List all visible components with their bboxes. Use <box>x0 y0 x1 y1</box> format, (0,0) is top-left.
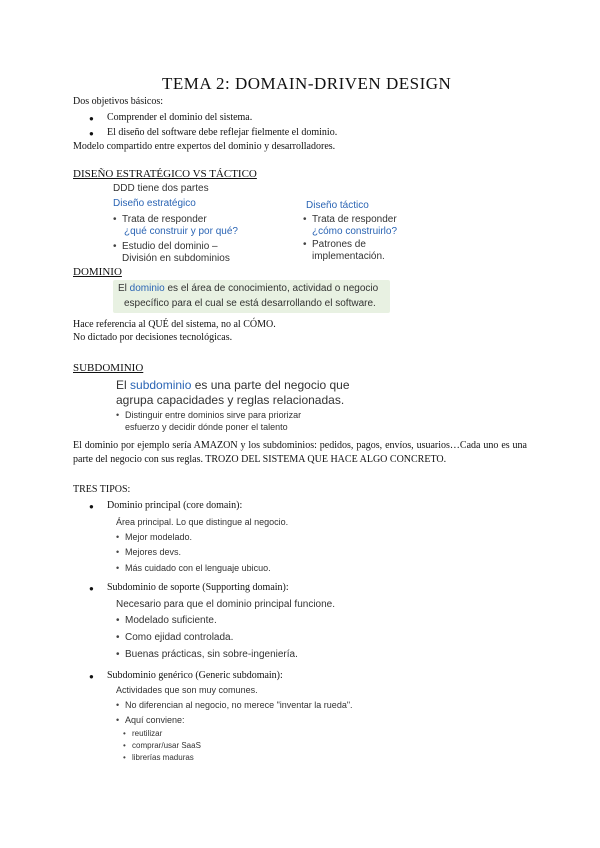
supporting-domain-title: ● Subdominio de soporte (Supporting domain): <box>107 582 289 593</box>
supporting-domain-desc: Necesario para que el dominio principal funcione. <box>116 599 336 610</box>
tactical-bullet-1-line-2: ¿cómo construirlo? <box>312 226 398 237</box>
subdomain-definition-line-2: agrupa capacidades y reglas relacionadas. <box>116 393 345 407</box>
section-heading-subdominio: SUBDOMINIO <box>73 362 144 374</box>
generic-domain-desc: Actividades que son muy comunes. <box>116 685 258 695</box>
domain-keyword: dominio <box>129 283 165 294</box>
strategic-bullet-2-line-1: • Estudio del dominio – <box>122 241 218 252</box>
subdomain-bullet-line-1: • Distinguir entre dominios sirve para priorizar <box>125 410 301 420</box>
intro-lead: Dos objetivos básicos: <box>73 96 163 107</box>
tactical-bullet-1-line-1: • Trata de responder <box>312 214 397 225</box>
supporting-bullet-2: • Como ejidad controlada. <box>125 632 233 643</box>
strategic-bullet-1-line-2 <box>124 226 238 237</box>
subdomain-bullet-line-2: esfuerzo y decidir dónde poner el talento <box>125 422 288 432</box>
subdomain-example-paragraph: El dominio por ejemplo sería AMAZON y los subdominios: pedidos, pagos, envíos, usuarios…Cada uno es una parte del negocio con sus reglas. TROZO DEL SISTEMA QUE HACE ALGO CONCRETO. <box>73 440 527 465</box>
strategic-title: Diseño estratégico <box>113 198 196 209</box>
domain-definition-line-2: específico para el cual se está desarrollando el software. <box>124 298 376 309</box>
domain-para-1: Hace referencia al QUÉ del sistema, no al CÓMO. <box>73 319 276 330</box>
intro-bullet-2: ● El diseño del software debe reflejar fielmente el dominio. <box>107 127 337 138</box>
generic-sub-bullet-3: • librerías maduras <box>132 753 194 762</box>
generic-sub-bullet-2: • comprar/usar SaaS <box>132 741 201 750</box>
core-bullet-3: • Más cuidado con el lenguaje ubicuo. <box>125 563 271 573</box>
generic-bullet-2: • Aquí conviene: <box>125 715 185 725</box>
generic-bullet-1: • No diferencian al negocio, no merece "inventar la rueda". <box>125 700 353 710</box>
strategic-q-mark: ? <box>232 226 238 237</box>
core-bullet-1: • Mejor modelado. <box>125 532 192 542</box>
domain-para-2: No dictado por decisiones tecnológicas. <box>73 332 233 343</box>
subdomain-def-rest: es una parte del negocio que <box>191 378 350 392</box>
domain-def-pre: El <box>118 283 130 294</box>
section-heading-strategic-vs-tactical: DISEÑO ESTRATÉGICO VS TÁCTICO <box>73 168 257 180</box>
ddd-lead: DDD tiene dos partes <box>113 183 209 194</box>
core-bullet-2: • Mejores devs. <box>125 547 181 557</box>
section-heading-dominio: DOMINIO <box>73 266 122 278</box>
three-types-label: TRES TIPOS: <box>73 484 131 495</box>
generic-domain-title: ● Subdominio genérico (Generic subdomain): <box>107 670 283 681</box>
subdomain-keyword: subdominio <box>130 378 192 392</box>
supporting-bullet-1: • Modelado suficiente. <box>125 615 217 626</box>
supporting-bullet-3: • Buenas prácticas, sin sobre-ingeniería. <box>125 649 298 660</box>
domain-definition-line-1 <box>118 283 378 294</box>
domain-def-rest: es el área de conocimiento, actividad o negocio <box>164 283 379 294</box>
strategic-bullet-1-line-1: • Trata de responder <box>122 214 207 225</box>
strategic-what-text: ¿qué construir y <box>124 226 199 237</box>
page-title: TEMA 2: DOMAIN-DRIVEN DESIGN <box>162 74 452 93</box>
subdomain-definition-line-1 <box>116 378 350 392</box>
tactical-bullet-2-line-1: • Patrones de <box>312 239 366 250</box>
intro-bullet-1: ● Comprender el dominio del sistema. <box>107 112 252 123</box>
core-domain-title: ● Dominio principal (core domain): <box>107 500 242 511</box>
strategic-bullet-2-line-2: División en subdominios <box>122 253 230 264</box>
subdomain-def-pre: El <box>116 378 131 392</box>
core-domain-desc: Área principal. Lo que distingue al negocio. <box>116 517 289 527</box>
generic-sub-bullet-1: • reutilizar <box>132 729 162 738</box>
tactical-bullet-2-line-2: implementación. <box>312 251 385 262</box>
intro-model: Modelo compartido entre expertos del dominio y desarrolladores. <box>73 141 336 152</box>
tactical-title: Diseño táctico <box>306 200 369 211</box>
strategic-why-text: por qué <box>198 226 233 237</box>
